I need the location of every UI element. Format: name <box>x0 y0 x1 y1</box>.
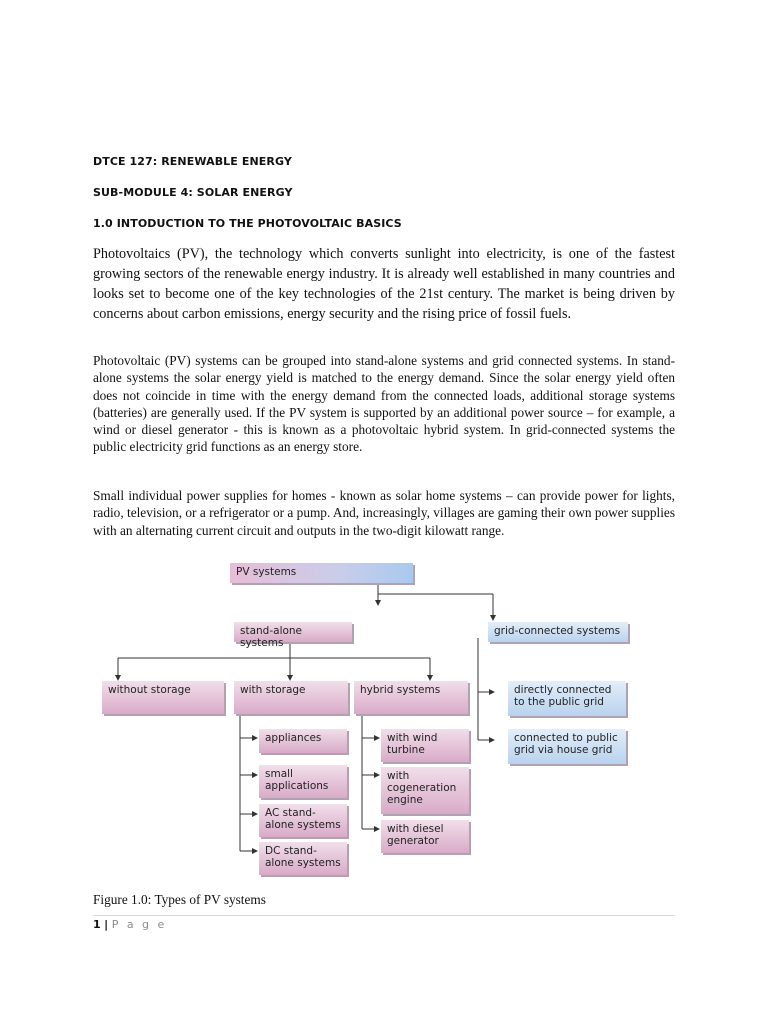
node-wind-turbine: with wind turbine <box>381 729 469 762</box>
paragraph-system-types: Photovoltaic (PV) systems can be grouped into stand-alone systems and grid connected systems. In stand-alone systems the solar energy yield is matched to the energy demand. Since the solar energy yield often does not coincide in time with the energy demand from the connected loads, additional storage systems (batteries) are generally used. If the PV system is supported by an additional power source – for example, a wind or diesel generator - this is known as a photovoltaic hybrid system. In grid-connected systems the public electricity grid functions as an energy store. <box>93 353 675 455</box>
node-ac-stand-alone: AC stand-alone systems <box>259 804 347 837</box>
node-diesel-generator: with diesel generator <box>381 820 469 853</box>
course-title: DTCE 127: RENEWABLE ENERGY <box>93 155 292 168</box>
node-without-storage: without storage <box>102 681 224 714</box>
diagram-connectors <box>100 558 660 888</box>
node-directly-connected: directly connected to the public grid <box>508 681 626 716</box>
node-with-storage: with storage <box>234 681 348 714</box>
section-title: 1.0 INTODUCTION TO THE PHOTOVOLTAIC BASICS <box>93 217 402 230</box>
node-via-house-grid: connected to public grid via house grid <box>508 729 626 764</box>
page-footer <box>93 918 167 931</box>
node-cogeneration: with cogeneration engine <box>381 767 469 814</box>
pv-systems-diagram <box>100 558 660 888</box>
node-dc-stand-alone: DC stand-alone systems <box>259 842 347 875</box>
node-appliances: appliances <box>259 729 347 753</box>
node-pv-systems: PV systems <box>230 563 413 583</box>
paragraph-intro: Photovoltaics (PV), the technology which converts sunlight into electricity, is one of the fastest growing sectors of the renewable energy industry. It is already well established in many countries and looks set to become one of the key technologies of the 21st century. The market is being driven by concerns about carbon emissions, energy security and the rising price of fossil fuels. <box>93 246 675 322</box>
node-small-applications: small applications <box>259 765 347 798</box>
node-stand-alone: stand-alone systems <box>234 622 352 642</box>
footer-separator: | <box>104 918 109 931</box>
submodule-title: SUB-MODULE 4: SOLAR ENERGY <box>93 186 293 199</box>
page-label: P a g e <box>111 918 167 931</box>
node-hybrid: hybrid systems <box>354 681 468 714</box>
paragraph-home-systems: Small individual power supplies for homes - known as solar home systems – can provide power for lights, radio, television, or a refrigerator or a pump. And, increasingly, villages are gaming their own power supplies with an alternating current circuit and outputs in the two-digit kilowatt range. <box>93 488 675 538</box>
node-grid-connected: grid-connected systems <box>488 622 628 642</box>
page-number: 1 <box>93 918 101 931</box>
figure-caption: Figure 1.0: Types of PV systems <box>93 892 266 907</box>
footer-divider <box>93 915 675 916</box>
